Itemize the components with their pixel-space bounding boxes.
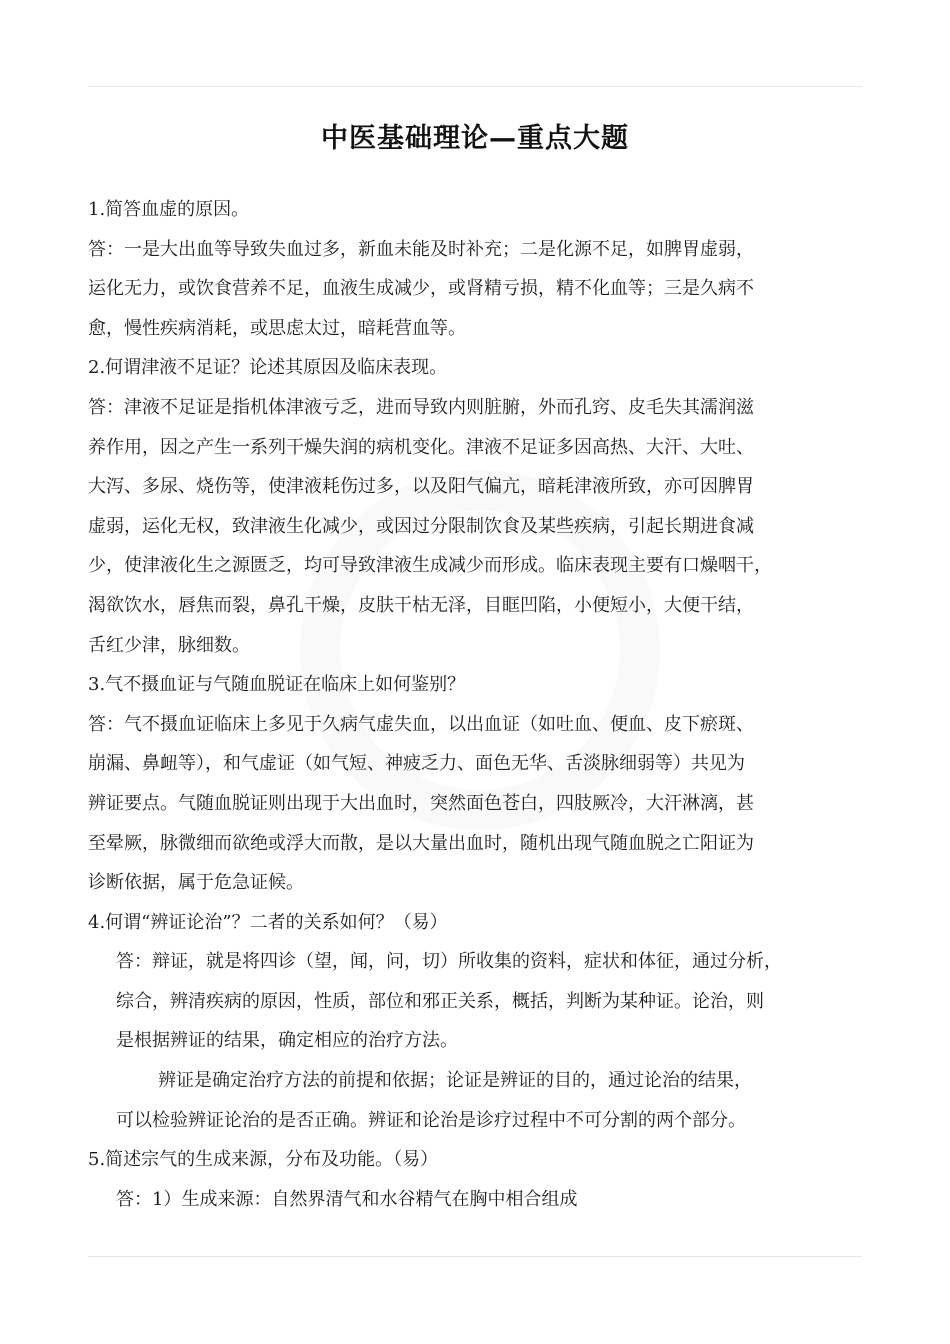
answer-line: 辨证要点。气随血脱证则出现于大出血时，突然面色苍白，四肢厥冷，大汗淋漓，甚 xyxy=(88,792,754,814)
answer-line: 是根据辨证的结果，确定相应的治疗方法。 xyxy=(116,1030,458,1052)
answer-line: 渴欲饮水，唇焦而裂，鼻孔干燥，皮肤干枯无泽，目眶凹陷，小便短小，大便干结， xyxy=(88,594,754,616)
answer-line: 诊断依据，属于危急证候。 xyxy=(88,872,304,894)
answer-line: 可以检验辨证论治的是否正确。辨证和论治是诊疗过程中不可分割的两个部分。 xyxy=(116,1109,746,1131)
question-3: 3.气不摄血证与气随血脱证在临床上如何鉴别？ xyxy=(88,674,466,696)
answer-line: 运化无力，或饮食营养不足，血液生成减少，或肾精亏损，精不化血等；三是久病不 xyxy=(88,278,754,300)
bottom-divider xyxy=(88,1256,862,1257)
question-4: 4.何谓“辨证论治”？二者的关系如何？（易） xyxy=(88,911,448,933)
question-5: 5.简述宗气的生成来源，分布及功能。（易） xyxy=(88,1149,439,1171)
answer-line: 虚弱，运化无权，致津液生化减少，或因过分限制饮食及某些疾病，引起长期进食减 xyxy=(88,515,754,537)
answer-line: 辨证是确定治疗方法的前提和依据；论证是辨证的目的，通过论治的结果， xyxy=(158,1070,752,1092)
document-body xyxy=(88,190,878,1219)
answer-line: 答：气不摄血证临床上多见于久病气虚失血，以出血证（如吐血、便血、皮下瘀斑、 xyxy=(88,713,754,735)
page-title: 中医基础理论—重点大题 xyxy=(321,123,629,154)
answer-line: 答：一是大出血等导致失血过多，新血未能及时补充；二是化源不足，如脾胃虚弱， xyxy=(88,238,754,260)
answer-line: 少，使津液化生之源匮乏，均可导致津液生成减少而形成。临床表现主要有口燥咽干， xyxy=(88,555,772,577)
answer-line: 答：辩证，就是将四诊（望，闻，问，切）所收集的资料，症状和体征，通过分析， xyxy=(116,951,782,973)
answer-line: 至晕厥，脉微细而欲绝或浮大而散，是以大量出血时，随机出现气随血脱之亡阳证为 xyxy=(88,832,754,854)
answer-line: 愈，慢性疾病消耗，或思虑太过，暗耗营血等。 xyxy=(88,317,466,339)
answer-line: 崩漏、鼻衄等），和气虚证（如气短、神疲乏力、面色无华、舌淡脉细弱等）共见为 xyxy=(88,753,745,775)
answer-line: 答：津液不足证是指机体津液亏乏，进而导致内则脏腑，外而孔窍、皮毛失其濡润滋 xyxy=(88,396,754,418)
answer-line: 综合，辨清疾病的原因，性质，部位和邪正关系，概括，判断为某种证。论治，则 xyxy=(116,990,764,1012)
answer-line: 大泻、多尿、烧伤等，使津液耗伤过多，以及阳气偏亢，暗耗津液所致，亦可因脾胃 xyxy=(88,476,754,498)
question-2: 2.何谓津液不足证？论述其原因及临床表现。 xyxy=(88,357,448,379)
answer-line: 舌红少津，脉细数。 xyxy=(88,634,250,656)
question-1: 1.简答血虚的原因。 xyxy=(88,199,250,220)
answer-line: 答：1）生成来源：自然界清气和水谷精气在胸中相合组成 xyxy=(116,1188,578,1210)
top-divider xyxy=(88,86,862,87)
answer-line: 养作用，因之产生一系列干燥失润的病机变化。津液不足证多因高热、大汗、大吐、 xyxy=(88,436,754,458)
